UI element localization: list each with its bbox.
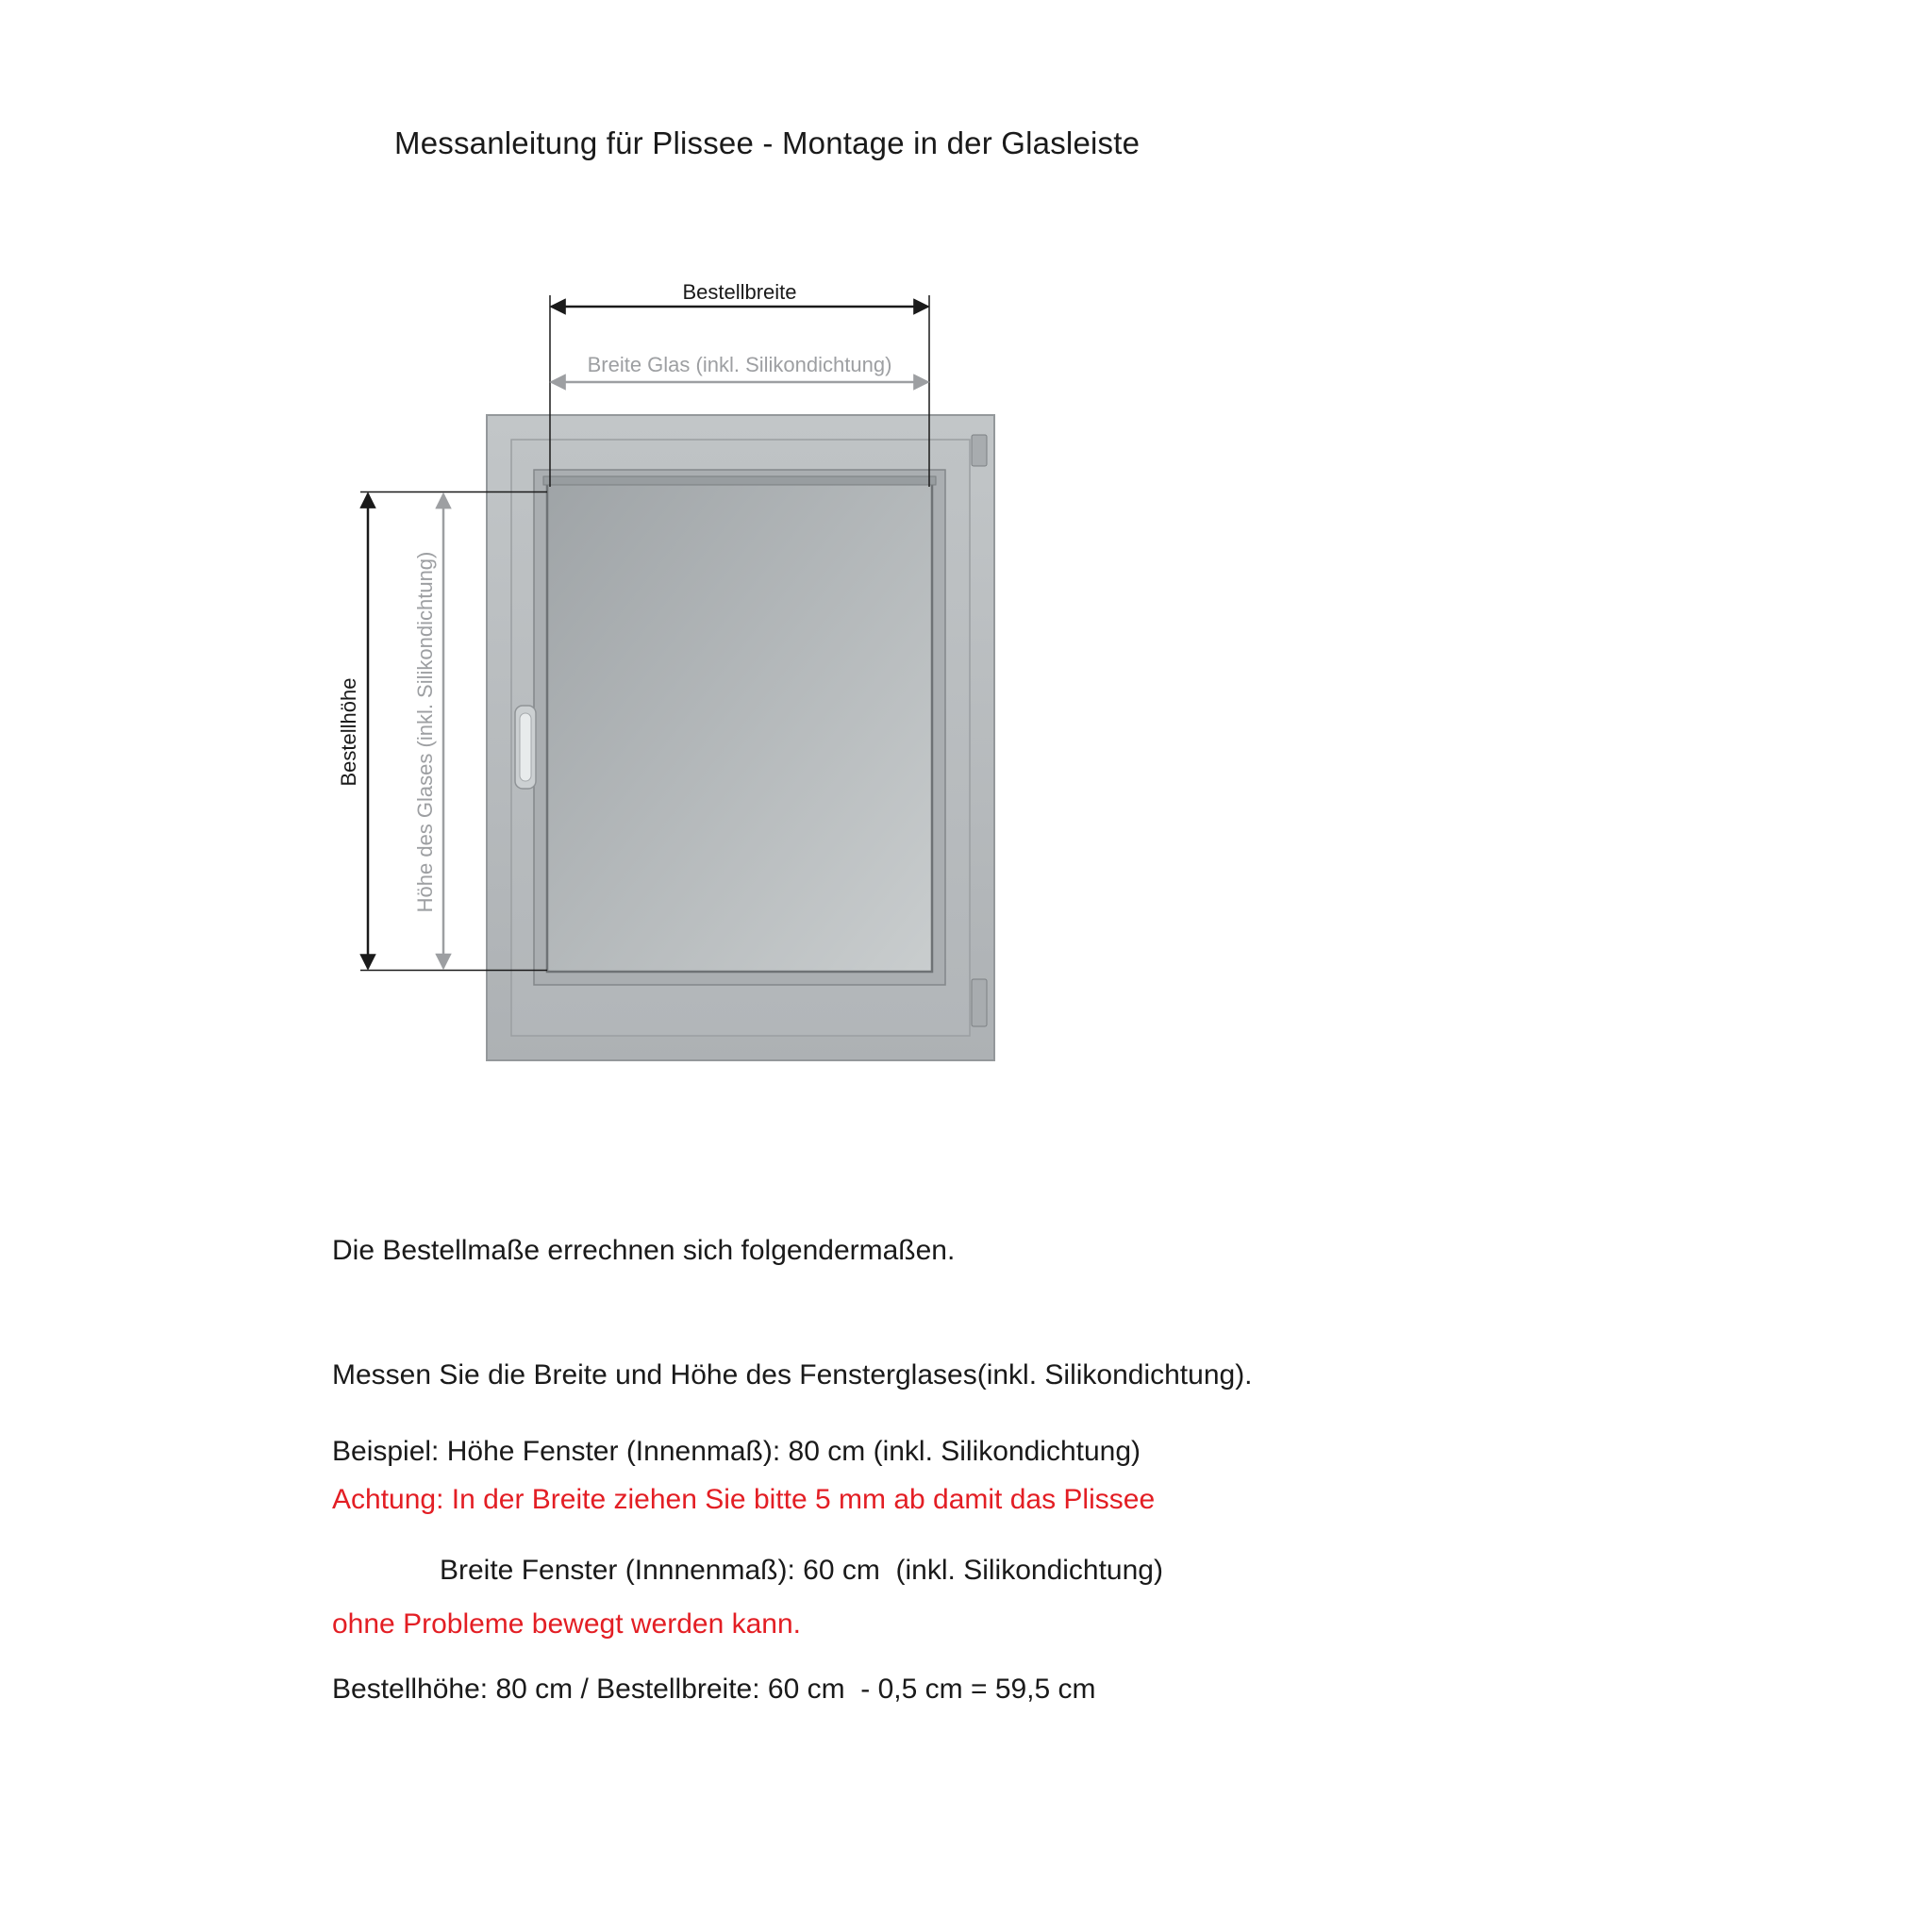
example-line-2: Breite Fenster (Innnenmaß): 60 cm (inkl. Silikondichtung)	[440, 1555, 1163, 1586]
dimension-glass-height	[413, 494, 443, 968]
dimension-glass-width	[552, 353, 928, 382]
glass-height-label: Höhe des Glases (inkl. Silikondichtung)	[413, 551, 437, 913]
window-handle	[515, 706, 536, 789]
window-illustration	[487, 415, 994, 1060]
hinge-bottom-icon	[972, 979, 987, 1026]
warning-line-2: ohne Probleme bewegt werden kann.	[332, 1608, 801, 1640]
example-line-3: Bestellhöhe: 80 cm / Bestellbreite: 60 cm - 0,5 cm = 59,5 cm	[332, 1674, 1096, 1705]
order-width-label: Bestellbreite	[682, 280, 797, 304]
instruction-line-1: Die Bestellmaße errechnen sich folgendermaßen.	[332, 1235, 956, 1266]
example-text-block	[332, 1353, 1163, 1789]
instruction-line-2: Messen Sie die Breite und Höhe des Fensterglases(inkl. Silikondichtung).	[332, 1359, 1253, 1391]
order-height-label: Bestellhöhe	[337, 677, 360, 787]
plissee-top-rail	[543, 476, 936, 485]
hinge-top-icon	[972, 435, 987, 466]
glass-width-label: Breite Glas (inkl. Silikondichtung)	[587, 353, 892, 376]
window-glass	[547, 483, 932, 972]
example-line-1: Beispiel: Höhe Fenster (Innenmaß): 80 cm (inkl. Silikondichtung)	[332, 1436, 1141, 1467]
page-title: Messanleitung für Plissee - Montage in der Glasleiste	[394, 125, 1141, 160]
warning-line-1: Achtung: In der Breite ziehen Sie bitte 5 mm ab damit das Plissee	[332, 1484, 1156, 1515]
